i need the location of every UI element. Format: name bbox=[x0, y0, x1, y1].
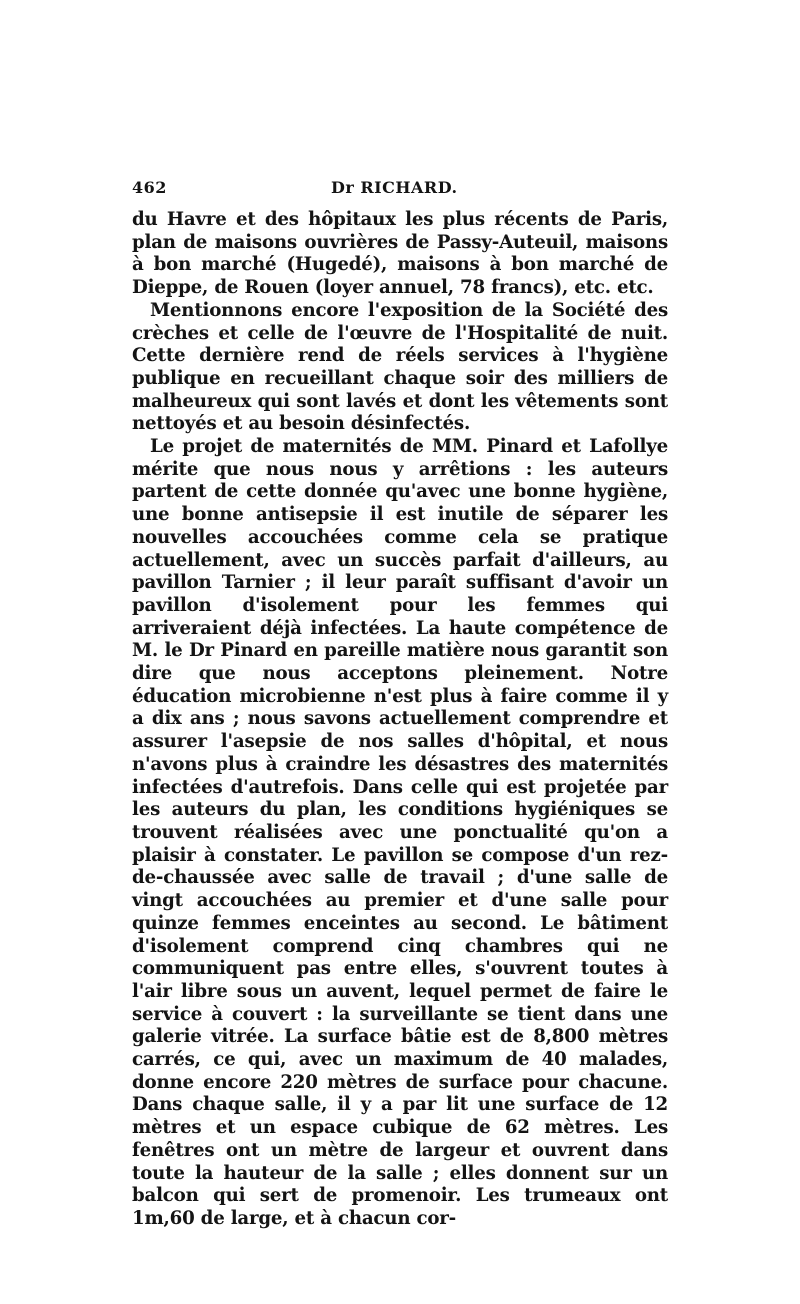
paragraph-continuation: du Havre et des hôpitaux les plus récents de Paris, plan de maisons ouvrières de Passy-Auteuil, maisons à bon marché (Hugedé), maisons à bon marché de Dieppe, de Rouen (loyer annuel, 78 francs), etc. etc. bbox=[132, 209, 668, 299]
running-title: Dr RICHARD. bbox=[331, 178, 458, 197]
paragraph-maternites: Le projet de maternités de MM. Pinard et Lafollye mérite que nous nous y arrêtions : les auteurs partent de cette donnée qu'avec une bonne hygiène, une bonne antisepsie il est inutile de séparer les nouvelles accouchées comme cela se pratique actuellement, avec un succès parfait d'ailleurs, au pavillon Tarnier ; il leur paraît suffisant d'avoir un pavillon d'isolement pour les femmes qui arriveraient déjà infectées. La haute compétence de M. le Dr Pinard en pareille matière nous garantit son dire que nous acceptons pleinement. Notre éducation microbienne n'est plus à faire comme il y a dix ans ; nous savons actuellement comprendre et assurer l'asepsie de nos salles d'hôpital, et nous n'avons plus à craindre les désastres des maternités infectées d'autrefois. Dans celle qui est projetée par les auteurs du plan, les conditions hygiéniques se trouvent réalisées avec une ponctualité qu'on a plaisir à constater. Le pavillon se compose d'un rez-de-chaussée avec salle de travail ; d'une salle de vingt accouchées au premier et d'une salle pour quinze femmes enceintes au second. Le bâtiment d'isolement comprend cinq chambres qui ne communiquent pas entre elles, s'ouvrent toutes à l'air libre sous un auvent, lequel permet de faire le service à couvert : la surveillante se tient dans une galerie vitrée. La surface bâtie est de 8,800 mètres carrés, ce qui, avec un maximum de 40 malades, donne encore 220 mètres de surface pour chacune. Dans chaque salle, il y a par lit une surface de 12 mètres et un espace cubique de 62 mètres. Les fenêtres ont un mètre de largeur et ouvrent dans toute la hauteur de la salle ; elles donnent sur un balcon qui sert de promenoir. Les trumeaux ont 1m,60 de large, et à chacun cor- bbox=[132, 436, 668, 1229]
page-number: 462 bbox=[132, 178, 167, 197]
paragraph-exposition: Mentionnons encore l'exposition de la Société des crèches et celle de l'œuvre de l'Hospitalité de nuit. Cette dernière rend de réels services à l'hygiène publique en recueillant chaque soir des milliers de malheureux qui sont lavés et dont les vêtements sont nettoyés et au besoin désinfectés. bbox=[132, 299, 668, 435]
body-text bbox=[132, 209, 668, 1231]
running-head bbox=[132, 178, 668, 202]
